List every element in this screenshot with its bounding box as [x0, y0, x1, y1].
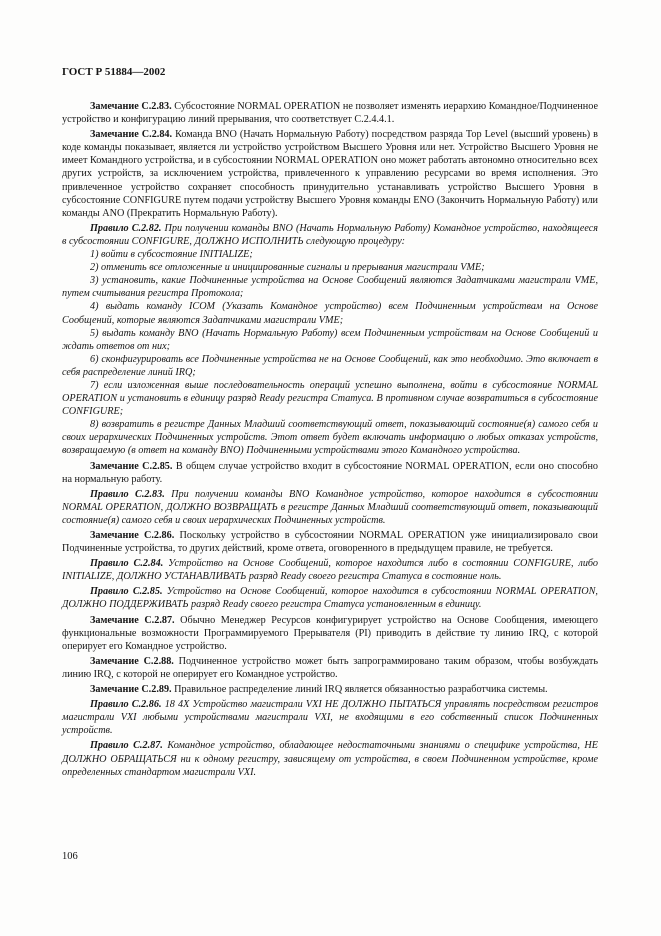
note-paragraph [62, 655, 598, 681]
rule-paragraph [62, 739, 598, 778]
paragraph-text: Командное устройство, обладающее недостаточными знаниями о специфике устройства, НЕ ДОЛЖНО ОБРАЩАТЬСЯ ни к одному регистру, зависящему от устройства, в своем Подчиненном устройстве, кроме определенных стандартом магистрали VXI. [62, 740, 598, 778]
paragraph-text: Команда BNO (Начать Нормальную Работу) посредством разряда Top Level (высший уровень) в коде команды показывает, является ли устройство устройством Высшего Уровня или нет. Устройство Высшего Уровня не имеет Командного устройства, и в субсостоянии NORMAL OPERATION оно может работать автономно относительно всех других устройств, за исключением устройства, привлеченного к управлению ресурсами во время исполнения. Это привлеченное устройство сохраняет способность принудительно устанавливать устройство Высшего Уровня в субсостояние CONFIGURE путем подачи устройству Высшего Уровня команды ENO (Закончить Нормальную Работу) или команды ANO (Прекратить Нормальную Работу). [62, 129, 598, 219]
page-number: 106 [62, 851, 78, 862]
paragraph-text: 2) отменить все отложенные и инициированные сигналы и прерывания магистрали VME; [90, 262, 485, 274]
rule-label: Правило С.2.84. [90, 558, 164, 570]
note-label: Замечание С.2.85. [90, 460, 173, 472]
rule-label: Правило С.2.87. [90, 740, 163, 752]
rule-paragraph [62, 327, 598, 353]
paragraph-text: В общем случае устройство входит в субсостояние NORMAL OPERATION, если оно способно на нормальную работу. [62, 460, 599, 485]
note-label: Замечание С.2.86. [90, 530, 175, 541]
rule-paragraph [62, 261, 598, 274]
note-paragraph [62, 529, 598, 555]
paragraph-text: 3) установить, какие Подчиненные устройства на Основе Сообщений являются Задатчиками магистрали VME, путем считывания регистра Протокола; [62, 275, 598, 300]
note-paragraph [62, 460, 598, 486]
rule-paragraph [62, 585, 598, 611]
paragraph-text: 18 4X Устройство магистрали VXI НЕ ДОЛЖНО ПЫТАТЬСЯ управлять посредством регистров магистрали VXI любыми устройствами магистрали VXI, не входящими в его собственный список Подчиненных устройств. [62, 699, 598, 737]
paragraph-text: 5) выдать команду BNO (Начать Нормальную Работу) всем Подчиненным устройствам на Основе Сообщений и ждать ответов от них; [62, 327, 598, 352]
paragraph-text: При получении команды BNO Командное устройство, которое находится в субсостоянии NORMAL OPERATION, ДОЛЖНО ВОЗВРАЩАТЬ в регистре Данных Младший соответствующий ответ, показывающий состояние(я) самого себя и своих иерархических Подчиненных устройств. [62, 488, 599, 526]
document-header: ГОСТ Р 51884—2002 [62, 66, 166, 78]
note-label: Замечание С.2.88. [90, 655, 174, 667]
note-paragraph [62, 128, 598, 220]
rule-label: Правило С.2.83. [90, 488, 165, 500]
rule-paragraph [62, 353, 598, 379]
note-paragraph [62, 100, 598, 126]
paragraph-text: 6) сконфигурировать все Подчиненные устройства не на Основе Сообщений, как это необходимо. Это включает в себя распределение линий IRQ; [62, 353, 598, 378]
rule-label: Правило С.2.86. [90, 699, 162, 711]
rule-paragraph [62, 379, 598, 418]
note-label: Замечание С.2.87. [90, 614, 175, 626]
note-paragraph [62, 614, 598, 653]
rule-label: Правило С.2.85. [90, 586, 163, 598]
paragraph-text: Поскольку устройство в субсостоянии NORMAL OPERATION уже инициализировало свои Подчиненные устройства, то других действий, кроме ответа, оговоренного в предыдущем правиле, не требуется. [62, 530, 598, 555]
rule-paragraph [62, 557, 598, 583]
rule-paragraph [62, 274, 598, 300]
note-label: Замечание С.2.84. [90, 129, 173, 141]
note-label: Замечание С.2.89. [90, 684, 172, 696]
paragraph-text: При получении команды BNO (Начать Нормальную Работу) Командное устройство, находящееся в субсостоянии CONFIGURE, ДОЛЖНО ИСПОЛНИТЬ следующую процедуру: [62, 222, 598, 247]
paragraph-text: Правильное распределение линий IRQ является обязанностью разработчика системы. [171, 684, 548, 696]
rule-paragraph [62, 300, 598, 326]
paragraph-text: 1) войти в субсостояние INITIALIZE; [90, 249, 253, 261]
rule-paragraph [62, 698, 598, 737]
rule-paragraph [62, 418, 598, 457]
note-paragraph [62, 683, 598, 696]
rule-paragraph [62, 488, 598, 527]
paragraph-text: Устройство на Основе Сообщений, которое находится в субсостоянии NORMAL OPERATION, ДОЛЖНО ПОДДЕРЖИВАТЬ разряд Ready своего регистра Статуса установленным в единицу. [62, 586, 598, 611]
paragraph-text: 8) возвратить в регистре Данных Младший соответствующий ответ, показывающий состояние(я) самого себя и своих иерархических Подчиненных устройств. Этот ответ будет включать информацию о любых отказах устройств, возвращаемую (в ответ на команду BNO) Подчиненными устройствами этого Командного устройства. [62, 419, 598, 457]
paragraph-text: Подчиненное устройство может быть запрограммировано таким образом, чтобы возбуждать линию IRQ, с которой не оперирует его Командное устройство. [62, 655, 598, 680]
paragraph-text: Обычно Менеджер Ресурсов конфигурирует устройство на Основе Сообщения, имеющего функциональные возможности Программируемого Прерывателя (PI) приводить в действие ту линию IRQ, с которой оперирует его Командное устройство. [62, 614, 599, 652]
document-body [62, 98, 598, 779]
rule-label: Правило С.2.82. [90, 222, 162, 234]
paragraph-text: 7) если изложенная выше последовательность операций успешно выполнена, войти в субсостояние NORMAL OPERATION и установить в единицу разряд Ready регистра Статуса. В противном случае возвратиться в субсостояние CONFIGURE; [62, 379, 598, 418]
note-label: Замечание С.2.83. [90, 101, 172, 112]
rule-paragraph [62, 222, 598, 248]
paragraph-text: Устройство на Основе Сообщений, которое находится либо в состоянии CONFIGURE, либо INITIALIZE, ДОЛЖНО УСТАНАВЛИВАТЬ разряд Ready своего регистра Статуса в состояние ноль. [62, 558, 599, 583]
paragraph-text: 4) выдать команду ICOM (Указать Командное устройство) всем Подчиненным устройствам на Основе Сообщений, которые являются Задатчиками магистрали VME; [62, 301, 598, 326]
rule-paragraph [62, 248, 598, 261]
paragraph-text: Субсостояние NORMAL OPERATION не позволяет изменять иерархию Командное/Подчиненное устройство и конфигурацию линий прерывания, что соответствует С.2.4.4.1. [62, 101, 598, 126]
